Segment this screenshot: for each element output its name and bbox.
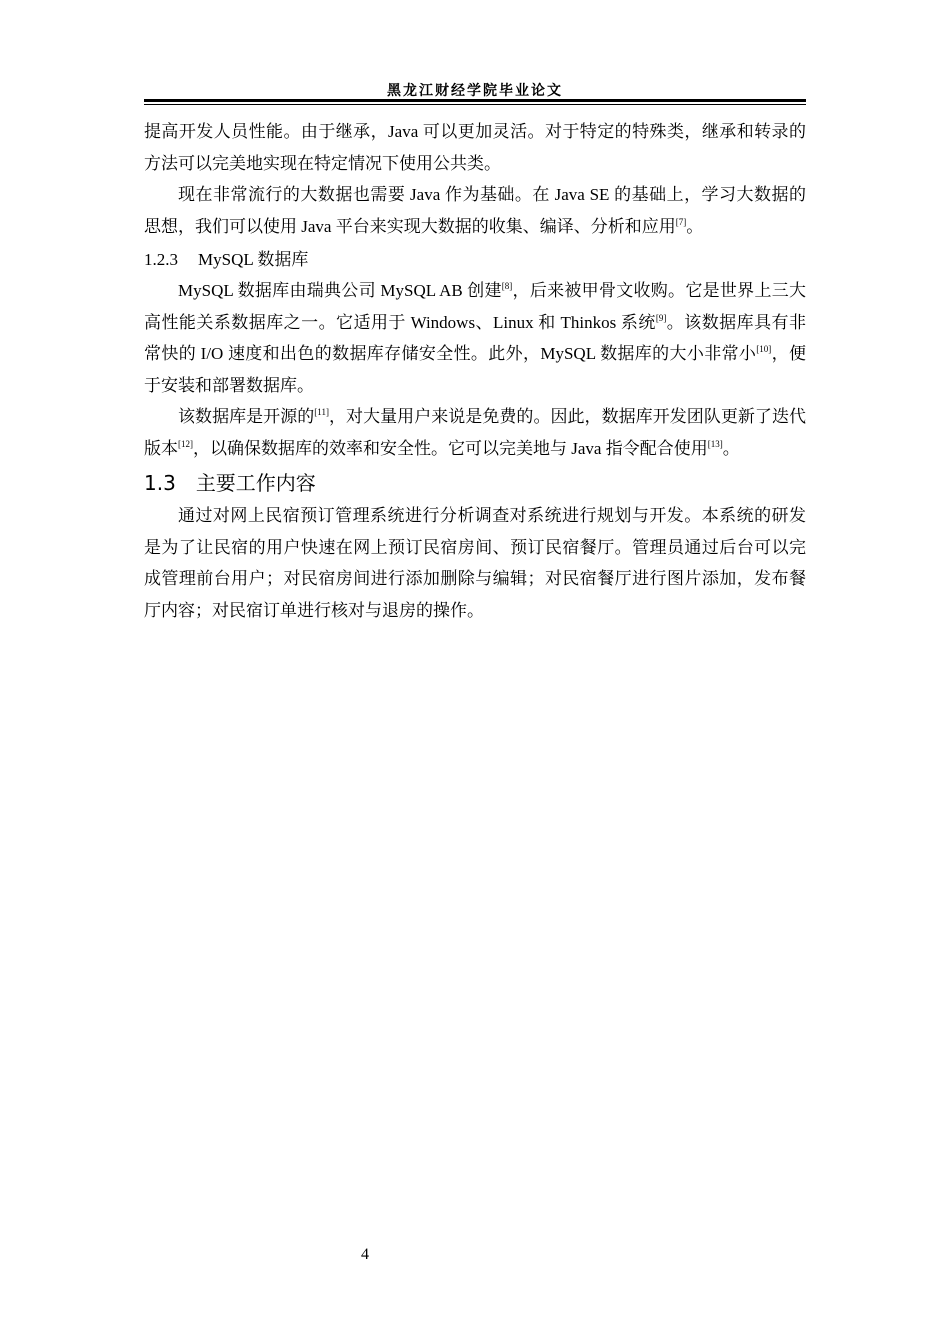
paragraph-text: ，便于安装和部署数据库。 <box>144 344 806 395</box>
section-number: 1.3 <box>144 471 176 495</box>
section-number: 1.2.3 <box>144 250 178 269</box>
paragraph-text: 现在非常流行的大数据也需要 Java 作为基础。在 Java SE 的基础上，学习大数据的思想，我们可以使用 Java 平台来实现大数据的收集、编译、分析和应用 <box>144 185 806 236</box>
section-title: 主要工作内容 <box>195 471 316 495</box>
paragraph-text: 通过对网上民宿预订管理系统进行分析调查对系统进行规划与开发。本系统的研发是为了让民宿的用户快速在网上预订民宿房间、预订民宿餐厅。管理员通过后台可以完成管理前台用户；对民宿房间进行添加删除与编辑；对民宿餐厅进行图片添加，发布餐厅内容；对民宿订单进行核对与退房的操作。 <box>144 506 806 620</box>
citation-ref: [12] <box>178 438 193 449</box>
paragraph-text: ，以确保数据库的效率和安全性。它可以完美地与 Java 指令配合使用 <box>193 438 708 458</box>
paragraph <box>144 275 806 401</box>
citation-ref: [7] <box>675 216 687 227</box>
paragraph <box>144 500 806 626</box>
paragraph-text: ，对大量用户来说是免费的。因此，数据库开发团队更新了迭代版本 <box>144 407 807 458</box>
running-header: 黑龙江财经学院毕业论文 <box>387 83 563 99</box>
paragraph-text: ，后来被甲骨文收购。它是世界上三大高性能关系数据库之一。它适用于 Windows、Linux 和 Thinkos 系统 <box>144 281 807 332</box>
paragraph <box>144 401 806 464</box>
paragraph-text: 。 <box>722 438 740 458</box>
paragraph-text: 。该数据库具有非常快的 I/O 速度和出色的数据库存储安全性。此外，MySQL 数据库的大小非常小 <box>144 312 806 363</box>
citation-ref: [13] <box>707 438 723 449</box>
paragraph-text: 该数据库是开源的 <box>178 407 315 426</box>
paragraph-text: 提高开发人员性能。由于继承，Java 可以更加灵活。对于特定的特殊类，继承和转录的方法可以完美地实现在特定情况下使用公共类。 <box>144 122 806 173</box>
citation-ref: [8] <box>501 281 513 291</box>
paragraph <box>144 116 806 179</box>
section-heading-1-2-3 <box>144 244 806 275</box>
section-heading-1-3 <box>144 466 806 500</box>
paragraph-text: 。 <box>686 216 704 236</box>
page-number: 4 <box>361 1246 369 1263</box>
header-rule-thin <box>144 104 806 105</box>
section-title: MySQL 数据库 <box>198 250 309 269</box>
paragraph <box>144 179 806 242</box>
citation-ref: [9] <box>655 312 667 323</box>
header-rule-thick <box>144 99 806 102</box>
paragraph-text: MySQL 数据库由瑞典公司 MySQL AB 创建 <box>178 281 502 300</box>
body-text <box>144 116 806 626</box>
citation-ref: [10] <box>756 344 772 354</box>
citation-ref: [11] <box>314 407 329 417</box>
